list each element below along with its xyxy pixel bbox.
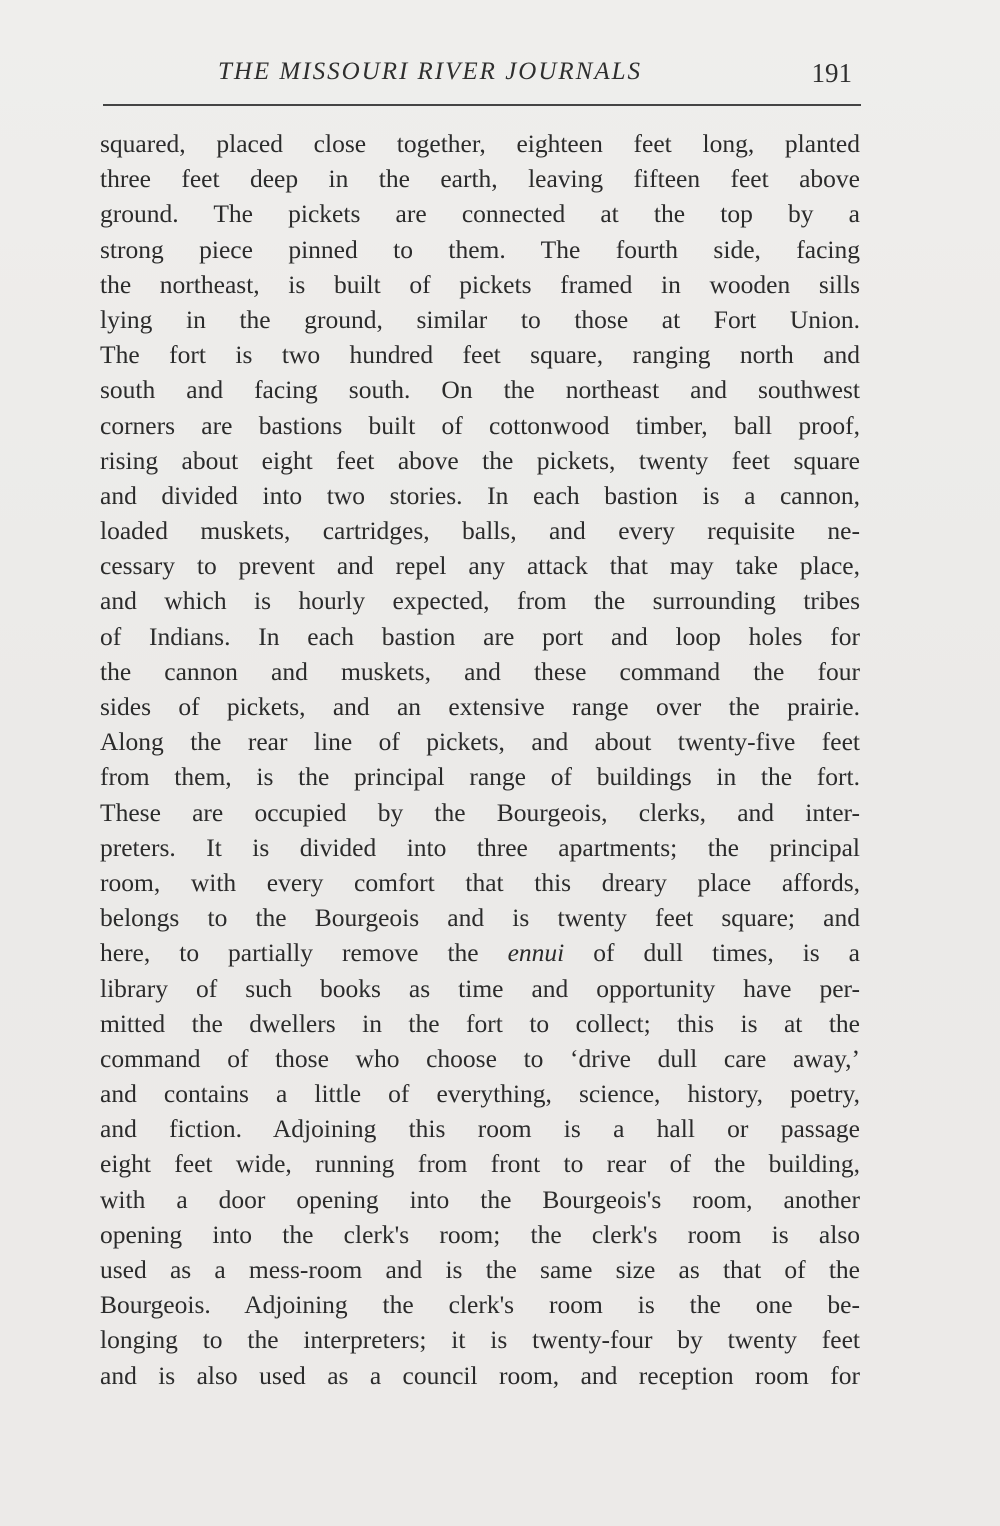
text-line: mitted the dwellers in the fort to collect; this is at the	[100, 1008, 860, 1038]
text-line: from them, is the principal range of buildings in the fort.	[100, 762, 860, 792]
text-line: rising about eight feet above the pickets, twenty feet square	[100, 445, 860, 475]
text-line: and contains a little of everything, science, history, poetry,	[100, 1079, 860, 1109]
text-line: squared, placed close together, eighteen feet long, planted	[100, 129, 860, 158]
text-line: three feet deep in the earth, leaving fifteen feet above	[100, 164, 860, 194]
text-line: Bourgeois. Adjoining the clerk's room is the one be-	[100, 1290, 860, 1320]
text-line: with a door opening into the Bourgeois's room, another	[100, 1184, 860, 1214]
text-line-ennui	[100, 935, 860, 970]
text-line: lying in the ground, similar to those at Fort Union.	[100, 304, 860, 334]
text-line: cessary to prevent and repel any attack that may take place,	[100, 551, 860, 581]
text-line: eight feet wide, running from front to rear of the building,	[100, 1149, 860, 1179]
text-line: strong piece pinned to them. The fourth side, facing	[100, 234, 860, 264]
text-line: The fort is two hundred feet square, ranging north and	[100, 340, 860, 370]
text-line: command of those who choose to ‘drive dull care away,’	[100, 1043, 860, 1073]
text-line: longing to the interpreters; it is twenty-four by twenty feet	[100, 1325, 860, 1355]
text-line: ground. The pickets are connected at the top by a	[100, 199, 860, 229]
ennui-italic: ennui	[507, 938, 565, 968]
text-line: corners are bastions built of cottonwood timber, ball proof,	[100, 410, 860, 440]
text-line: loaded muskets, cartridges, balls, and every requisite ne-	[100, 516, 860, 546]
running-head	[100, 58, 860, 98]
header-rule	[103, 104, 861, 106]
text-line: opening into the clerk's room; the clerk's room is also	[100, 1219, 860, 1249]
text-line: and which is hourly expected, from the surrounding tribes	[100, 586, 860, 616]
text-line: sides of pickets, and an extensive range over the prairie.	[100, 692, 860, 721]
ennui-after: of dull times, is a	[564, 938, 860, 968]
page-number: 191	[811, 58, 852, 88]
text-line: preters. It is divided into three apartments; the principal	[100, 832, 860, 862]
text-line: and is also used as a council room, and reception room for	[100, 1360, 860, 1390]
running-title: THE MISSOURI RIVER JOURNALS	[217, 58, 643, 85]
text-line: of Indians. In each bastion are port and loop holes for	[100, 621, 860, 651]
text-line: library of such books as time and opportunity have per-	[100, 973, 860, 1003]
text-line: Along the rear line of pickets, and about twenty-five feet	[100, 727, 860, 757]
text-line: These are occupied by the Bourgeois, clerks, and inter-	[100, 797, 860, 827]
text-line: belongs to the Bourgeois and is twenty feet square; and	[100, 903, 860, 933]
text-line: the cannon and muskets, and these command the four	[100, 656, 860, 686]
ennui-before: here, to partially remove the	[100, 938, 508, 968]
text-line: room, with every comfort that this dreary place affords,	[100, 867, 860, 897]
text-line: the northeast, is built of pickets framed in wooden sills	[100, 269, 860, 299]
text-line: south and facing south. On the northeast and southwest	[100, 375, 860, 405]
body-text	[100, 126, 860, 1393]
text-line: and divided into two stories. In each bastion is a cannon,	[100, 480, 860, 510]
text-line: and fiction. Adjoining this room is a hall or passage	[100, 1114, 860, 1144]
text-line: used as a mess-room and is the same size as that of the	[100, 1255, 860, 1284]
